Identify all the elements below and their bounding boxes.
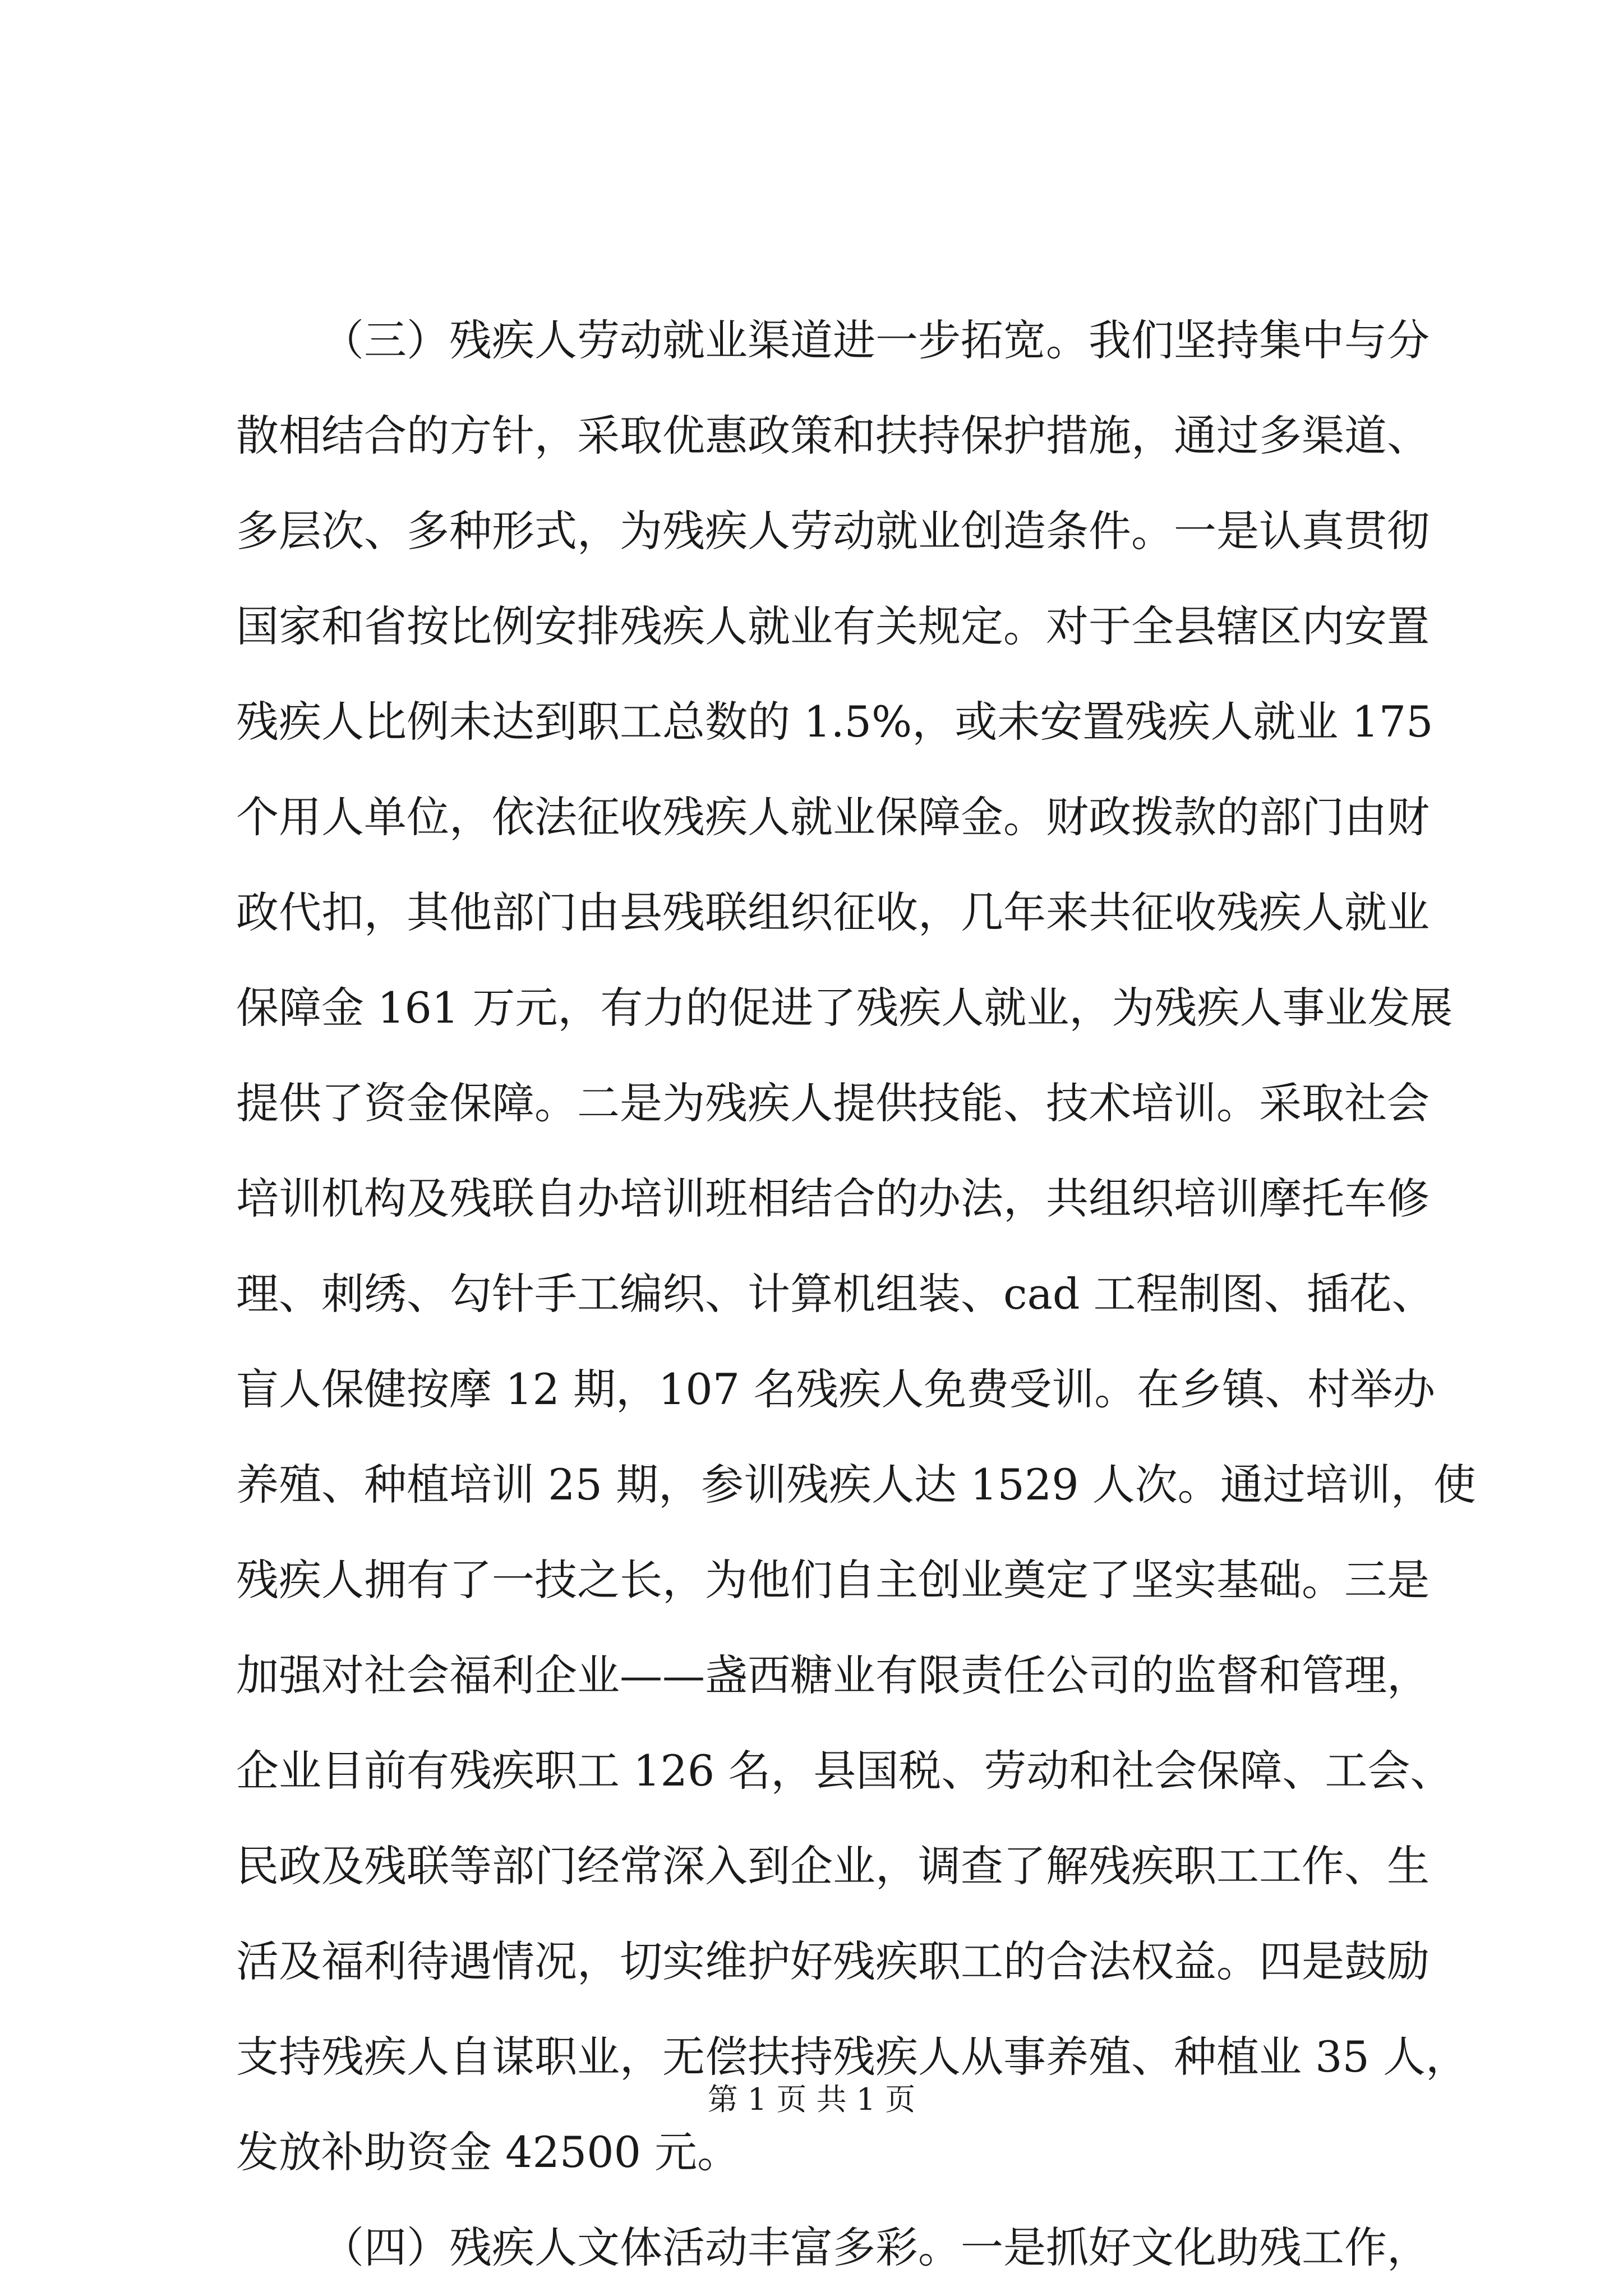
paragraph-3-line-16: 企业目前有残疾职工 126 名，县国税、劳动和社会保障、工会、 bbox=[236, 1746, 1453, 1796]
paragraph-3-line-18: 活及福利待遇情况，切实维护好残疾职工的合法权益。四是鼓励 bbox=[236, 1936, 1430, 1986]
paragraph-3-line-2: 散相结合的方针，采取优惠政策和扶持保护措施，通过多渠道、 bbox=[236, 411, 1430, 461]
paragraph-3-line-6: 个用人单位，依法征收残疾人就业保障金。财政拨款的部门由财 bbox=[236, 792, 1430, 842]
paragraph-3-line-10: 培训机构及残联自办培训班相结合的办法，共组织培训摩托车修 bbox=[236, 1174, 1430, 1223]
paragraph-3-line-7: 政代扣，其他部门由县残联组织征收，几年来共征收残疾人就业 bbox=[236, 887, 1430, 937]
paragraph-3-line-15: 加强对社会福利企业——盏西糖业有限责任公司的监督和管理， bbox=[236, 1650, 1430, 1700]
paragraph-3-line-5: 残疾人比例未达到职工总数的 1.5%，或未安置残疾人就业 175 bbox=[236, 697, 1433, 747]
paragraph-3-line-9: 提供了资金保障。二是为残疾人提供技能、技术培训。采取社会 bbox=[236, 1078, 1430, 1128]
paragraph-3-line-20: 发放补助资金 42500 元。 bbox=[236, 2127, 740, 2177]
paragraph-4-line-1: （四）残疾人文体活动丰富多彩。一是抓好文化助残工作， bbox=[321, 2223, 1430, 2272]
paragraph-3-line-3: 多层次、多种形式，为残疾人劳动就业创造条件。一是认真贯彻 bbox=[236, 506, 1430, 556]
paragraph-3-line-13: 养殖、种植培训 25 期，参训残疾人达 1529 人次。通过培训，使 bbox=[236, 1460, 1476, 1510]
paragraph-3-line-12: 盲人保健按摩 12 期，107 名残疾人免费受训。在乡镇、村举办 bbox=[236, 1364, 1436, 1414]
document-body bbox=[236, 293, 1476, 2295]
paragraph-3-line-19: 支持残疾人自谋职业，无偿扶持残疾人从事养殖、种植业 35 人， bbox=[236, 2032, 1469, 2082]
paragraph-3-line-17: 民政及残联等部门经常深入到企业，调查了解残疾职工工作、生 bbox=[236, 1841, 1430, 1891]
paragraph-3-line-14: 残疾人拥有了一技之长，为他们自主创业奠定了坚实基础。三是 bbox=[236, 1555, 1430, 1605]
paragraph-3-line-8: 保障金 161 万元，有力的促进了残疾人就业，为残疾人事业发展 bbox=[236, 983, 1453, 1033]
page-footer: 第 1 页 共 1 页 bbox=[707, 2082, 916, 2117]
paragraph-3-line-11: 理、刺绣、勾针手工编织、计算机组装、cad 工程制图、插花、 bbox=[236, 1269, 1435, 1319]
paragraph-3-line-4: 国家和省按比例安排残疾人就业有关规定。对于全县辖区内安置 bbox=[236, 601, 1430, 651]
paragraph-3-line-1: （三）残疾人劳动就业渠道进一步拓宽。我们坚持集中与分 bbox=[321, 315, 1430, 365]
